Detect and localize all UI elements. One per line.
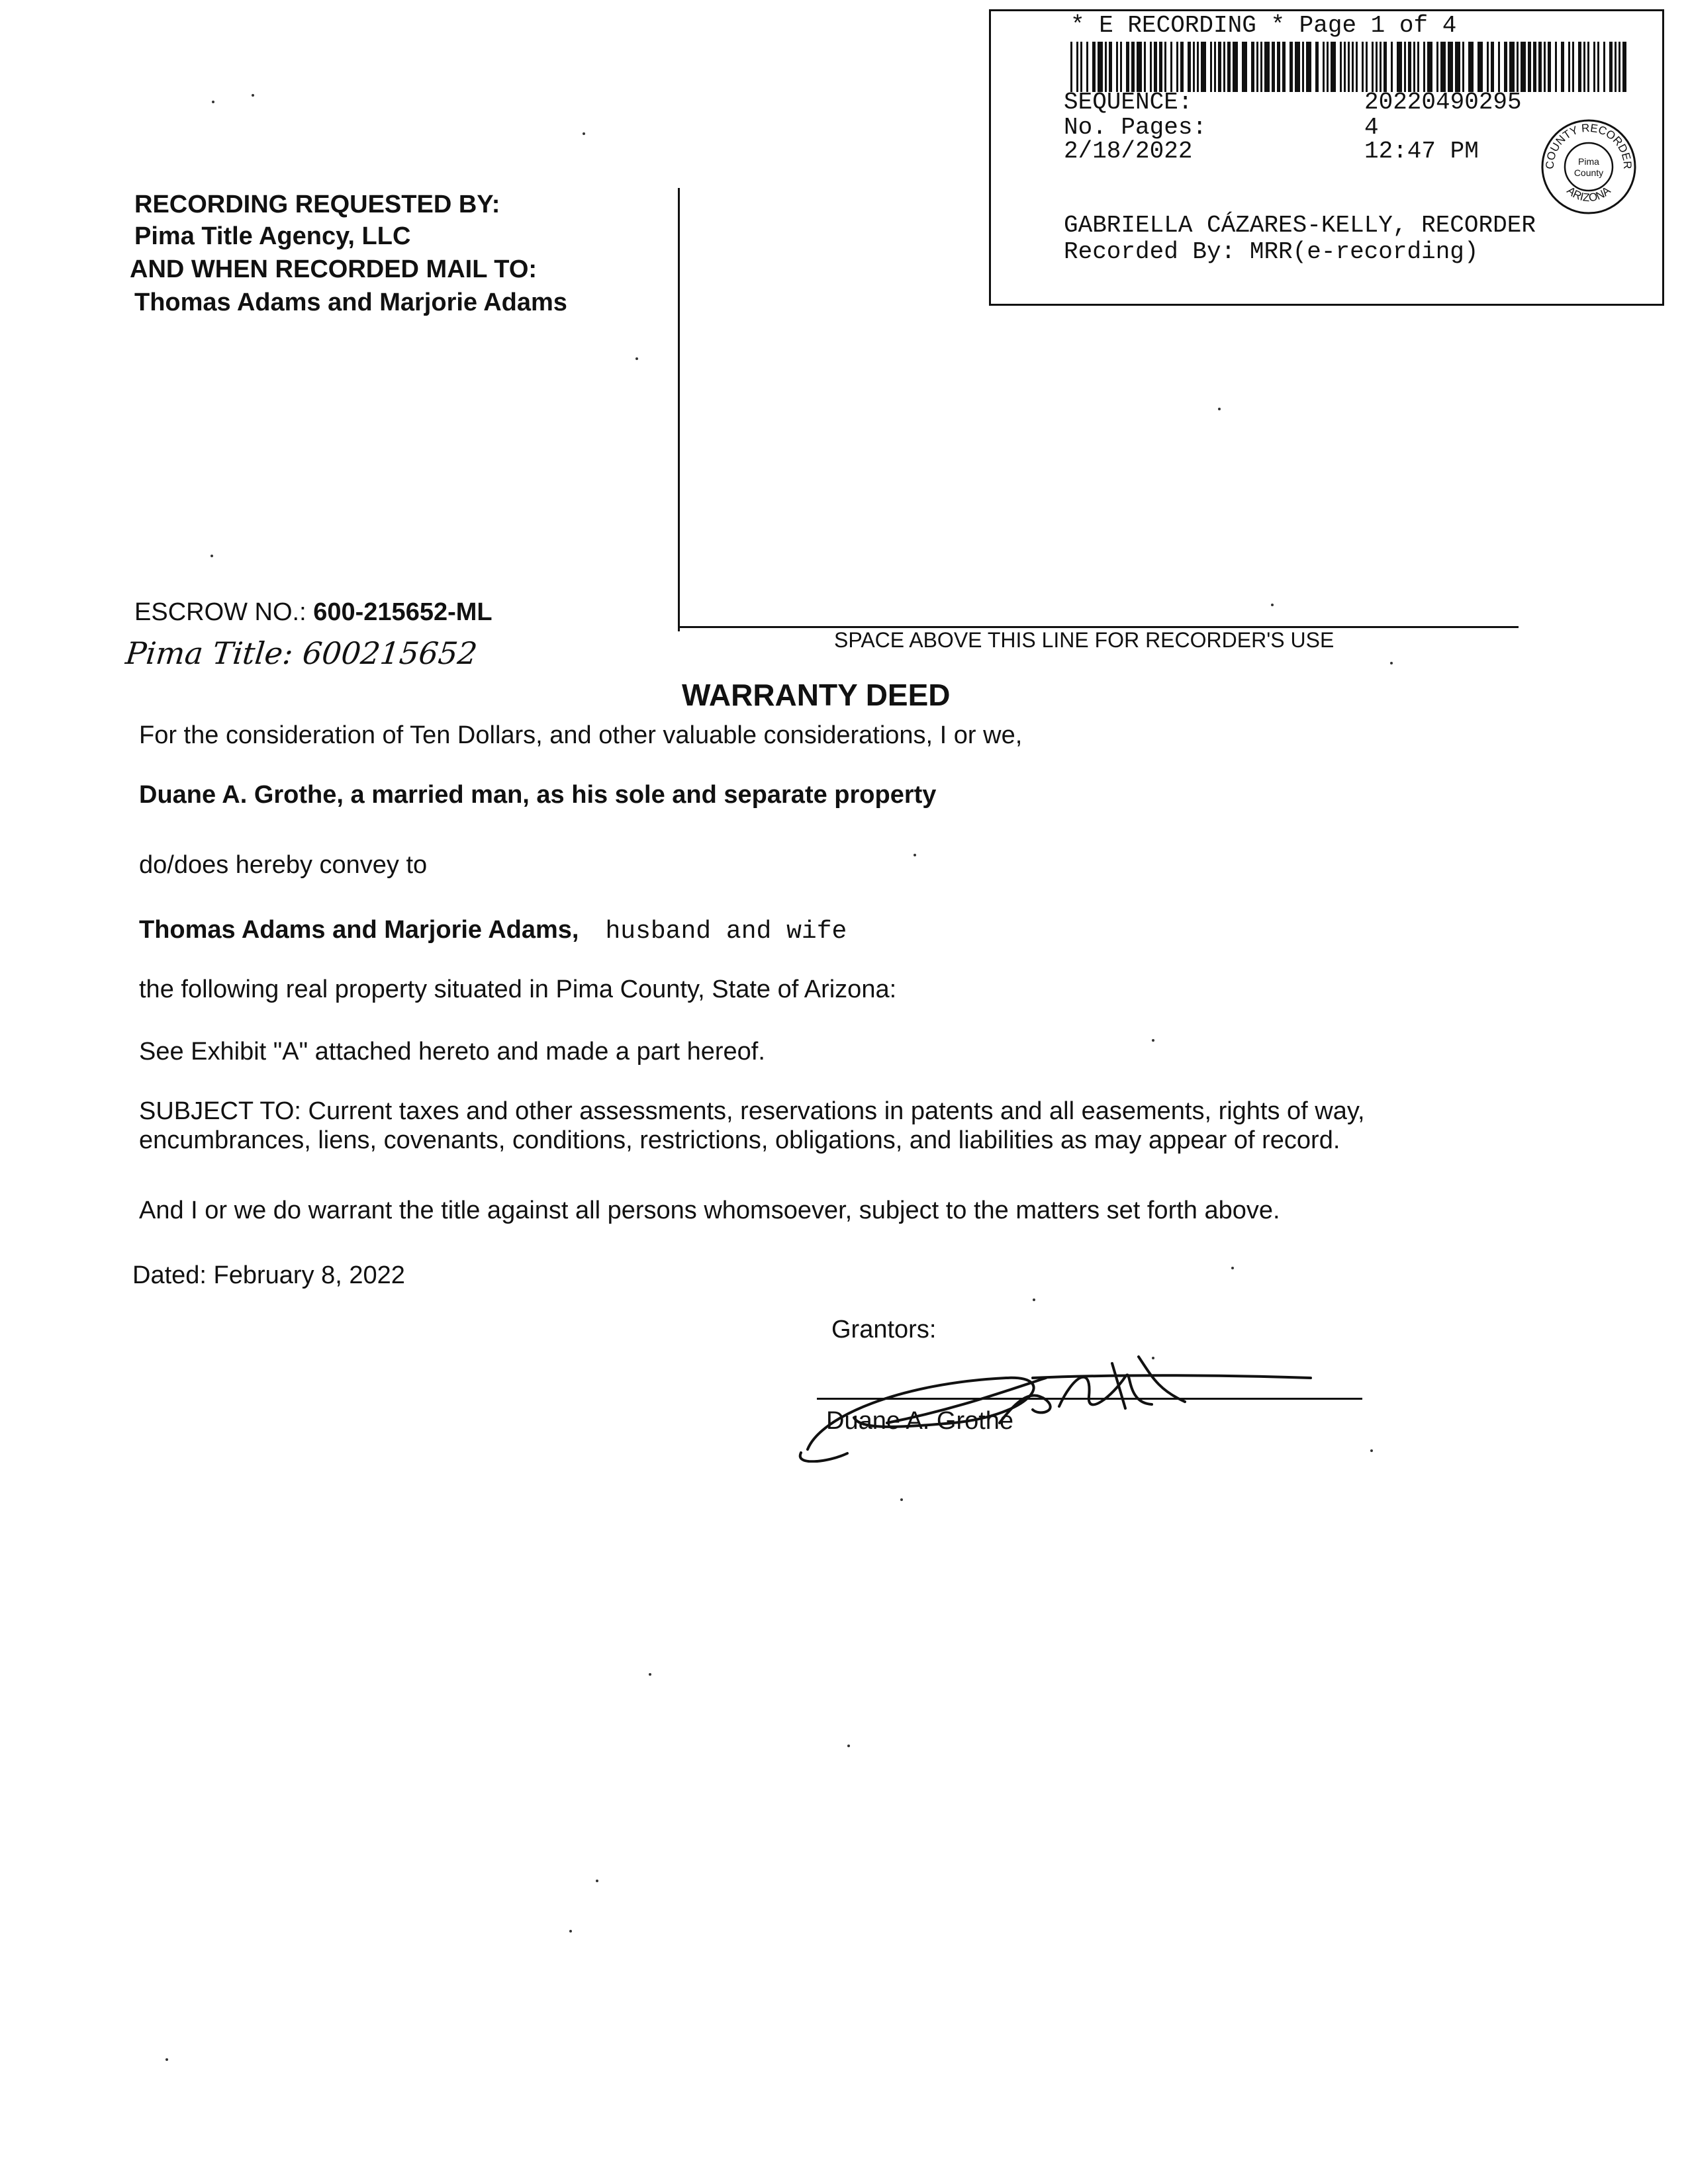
recording-time: 12:47 PM	[1364, 138, 1479, 165]
recording-date: 2/18/2022	[1064, 138, 1193, 165]
seal-center-line2: County	[1573, 167, 1604, 178]
subject-to-clause-line1: SUBJECT TO: Current taxes and other assessments, reservations in patents and all easements, rights of way,	[139, 1097, 1365, 1125]
warranty-clause: And I or we do warrant the title against all persons whomsoever, subject to the matters set forth above.	[139, 1197, 1280, 1224]
recorder-space-note: SPACE ABOVE THIS LINE FOR RECORDER'S USE	[834, 628, 1335, 652]
svg-text:ARIZONA	[1564, 184, 1613, 205]
grantor-line: Duane A. Grothe, a married man, as his sole and separate property	[139, 781, 937, 809]
seal-center-line1: Pima	[1578, 156, 1599, 167]
header-divider-vertical	[678, 188, 680, 631]
grantee-names: Thomas Adams and Marjorie Adams,	[139, 916, 579, 944]
convey-clause: do/does hereby convey to	[139, 851, 428, 879]
exhibit-clause: See Exhibit "A" attached hereto and made a part hereof.	[139, 1038, 765, 1066]
seal-bottom-text: ARIZONA	[1564, 184, 1613, 205]
document-title: WARRANTY DEED	[682, 678, 951, 712]
escrow-label: ESCROW NO.:	[134, 598, 314, 626]
requested-by-company: Pima Title Agency, LLC	[134, 222, 411, 250]
pages-value: 4	[1364, 114, 1379, 141]
escrow-number-line	[134, 597, 492, 627]
recorder-name: GABRIELLA CÁZARES-KELLY, RECORDER	[1064, 212, 1536, 239]
grantees-line	[139, 915, 847, 947]
sequence-label: SEQUENCE:	[1064, 89, 1193, 116]
recorded-by: Recorded By: MRR(e-recording)	[1064, 238, 1479, 265]
grantors-label: Grantors:	[831, 1316, 937, 1343]
subject-to-clause-line2: encumbrances, liens, covenants, conditions, restrictions, obligations, and liabilities as may appear of record.	[139, 1126, 1340, 1154]
barcode-image	[1070, 42, 1626, 92]
dated-line: Dated: February 8, 2022	[132, 1261, 405, 1289]
grantee-typed-text: husband and wife	[605, 917, 847, 946]
sequence-value: 20220490295	[1364, 89, 1522, 116]
mail-to-label: AND WHEN RECORDED MAIL TO:	[130, 255, 538, 283]
mail-to-names: Thomas Adams and Marjorie Adams	[134, 289, 567, 316]
requested-by-label: RECORDING REQUESTED BY:	[134, 191, 500, 218]
escrow-number: 600-215652-ML	[313, 598, 492, 626]
handwritten-signature	[781, 1337, 1377, 1463]
consideration-clause: For the consideration of Ten Dollars, and other valuable considerations, I or we,	[139, 721, 1023, 749]
signature-line	[817, 1398, 1362, 1400]
handwritten-title-note: Pima Title: 600215652	[124, 635, 479, 671]
pages-label: No. Pages:	[1064, 114, 1207, 141]
recording-stamp	[989, 9, 1664, 306]
stamp-header: * E RECORDING * Page 1 of 4	[1070, 12, 1457, 39]
signer-name: Duane A. Grothe	[826, 1407, 1014, 1435]
county-recorder-seal	[1539, 117, 1638, 216]
seal-top-text: COUNTY RECORDER	[1543, 121, 1634, 169]
property-clause: the following real property situated in Pima County, State of Arizona:	[139, 976, 897, 1003]
